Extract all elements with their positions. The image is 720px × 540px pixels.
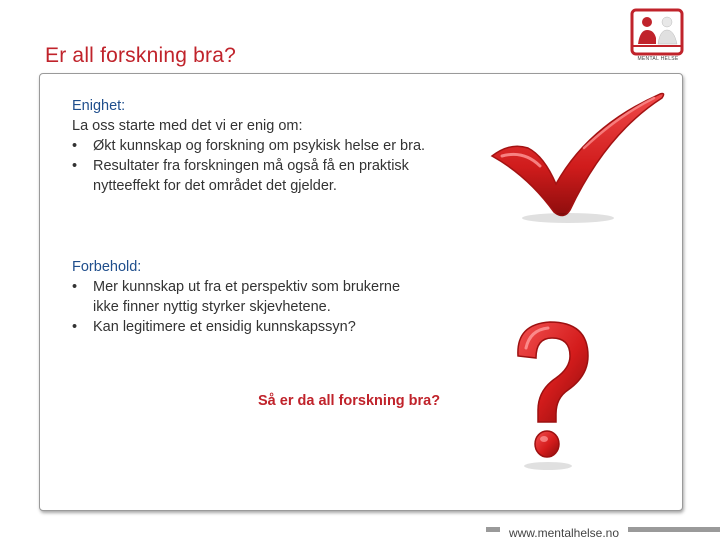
enighet-heading: Enighet: [72,98,126,114]
bullet-icon: • [72,158,78,174]
slide-title: Er all forskning bra? [45,44,236,67]
forbehold-bullet-list [72,277,472,337]
list-item: • Mer kunnskap ut fra et perspektiv som brukerne ikke finner nyttig styrker skjevhetene. [72,279,401,315]
bullet-icon: • [72,138,78,154]
forbehold-section [72,257,472,337]
red-question-mark-icon [508,318,598,483]
red-checkmark-icon [488,86,668,231]
enighet-bullet-list [72,136,472,196]
list-item: • Resultater fra forskningen må også få en praktisk nytteeffekt for det området det gjelder. [72,158,409,194]
enighet-intro: La oss starte med det vi er enig om: [72,118,303,134]
footer-url[interactable]: www.mentalhelse.no [500,526,628,540]
list-item: • Kan legitimere et ensidig kunnskapssyn? [72,319,356,335]
list-item: • Økt kunnskap og forskning om psykisk helse er bra. [72,138,426,154]
enighet-section [72,96,472,196]
closing-question: Så er da all forskning bra? [258,393,441,409]
bullet-icon: • [72,279,78,295]
logo-caption: MENTAL HELSE [637,56,679,62]
bullet-icon: • [72,319,78,335]
forbehold-heading: Forbehold: [72,259,142,275]
